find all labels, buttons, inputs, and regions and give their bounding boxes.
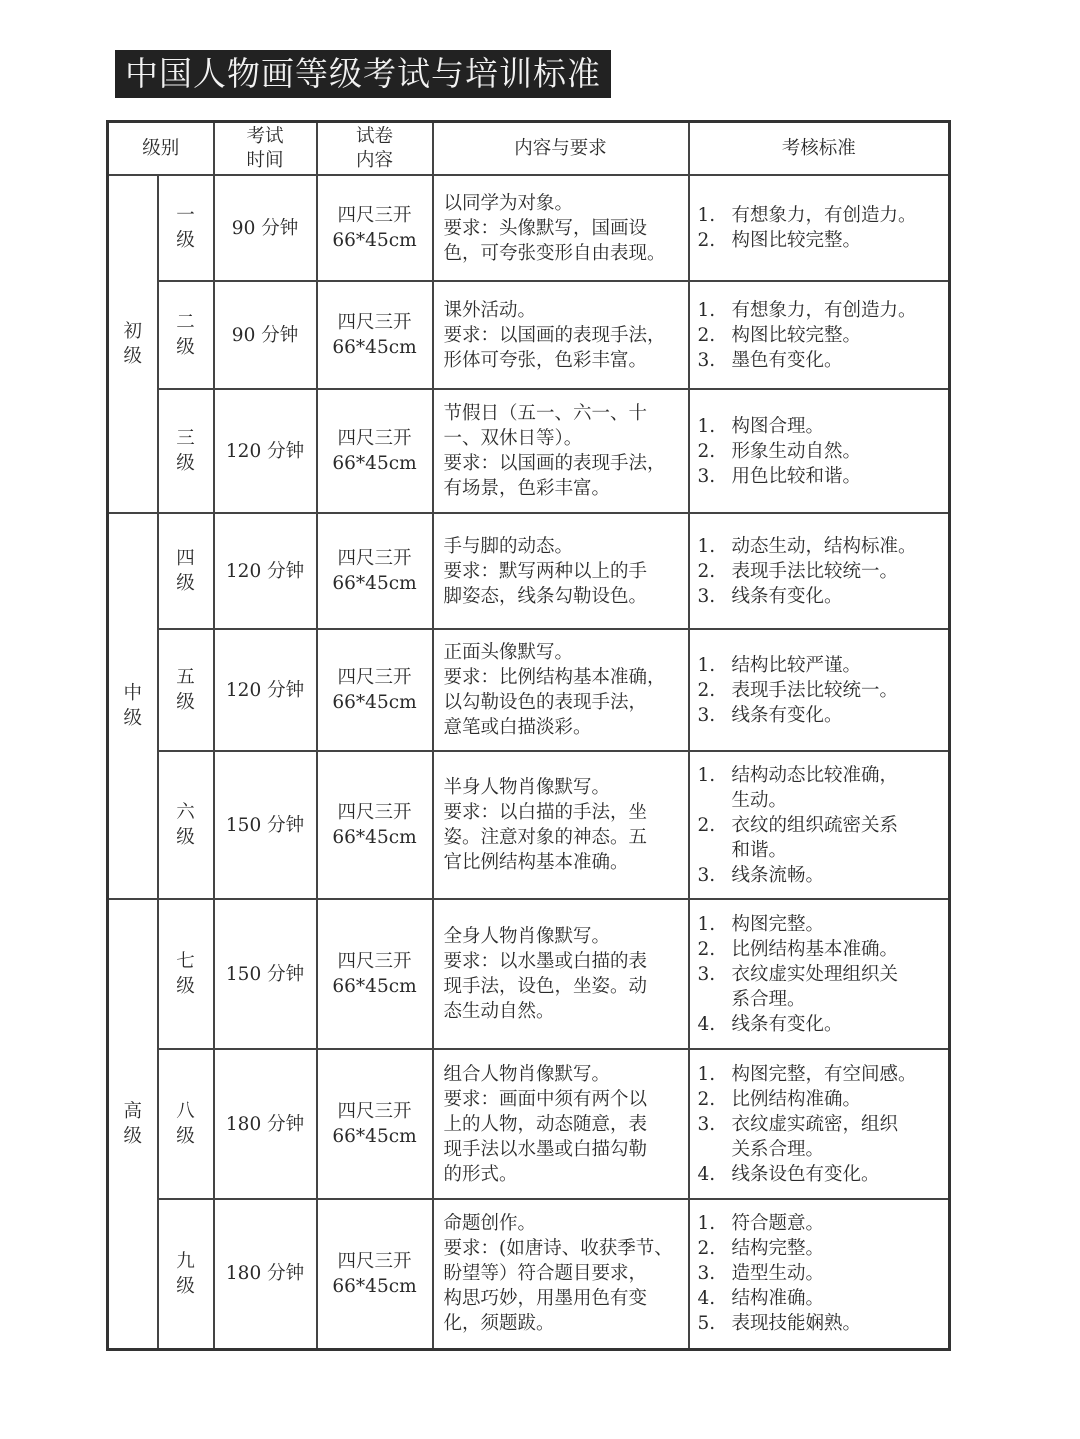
criteria-number: 3. bbox=[697, 1263, 716, 1285]
content-line: 要求：比例结构基本准确， bbox=[443, 667, 666, 688]
level-char: 级 bbox=[176, 692, 195, 713]
criteria-text-line: 符合题意。 bbox=[731, 1213, 825, 1235]
criteria-number: 3. bbox=[697, 864, 716, 886]
level-cell bbox=[158, 513, 214, 629]
criteria-number: 1. bbox=[697, 764, 716, 786]
level-cell bbox=[158, 899, 214, 1049]
paper-size-cell bbox=[317, 899, 433, 1049]
criteria-text-line: 系合理。 bbox=[731, 988, 806, 1010]
content-line: 要求：默写两种以上的手 bbox=[443, 560, 648, 582]
criteria-number: 1. bbox=[697, 1063, 716, 1085]
tier-label-char: 级 bbox=[123, 708, 142, 729]
criteria-text-line: 造型生动。 bbox=[731, 1263, 825, 1285]
tier-label-char: 中 bbox=[123, 683, 142, 704]
paper-size-cell bbox=[317, 513, 433, 629]
criteria-item bbox=[698, 703, 943, 728]
criteria-item bbox=[698, 763, 943, 813]
level-cell bbox=[158, 175, 214, 281]
criteria-text-line: 线条有变化。 bbox=[731, 704, 843, 726]
content-requirements-cell bbox=[433, 513, 689, 629]
level-char: 级 bbox=[176, 573, 195, 594]
criteria-text-line: 比例结构准确。 bbox=[731, 1088, 862, 1110]
level-char: 级 bbox=[176, 827, 195, 848]
criteria-item bbox=[698, 323, 943, 348]
table-row bbox=[108, 1049, 950, 1199]
paper-size-cell bbox=[317, 389, 433, 513]
exam-time-cell: 120 分钟 bbox=[214, 629, 317, 751]
exam-time-cell: 90 分钟 bbox=[214, 281, 317, 389]
paper-size-line: 66*45cm bbox=[332, 1275, 417, 1297]
criteria-text-line: 线条流畅。 bbox=[731, 864, 825, 886]
criteria-number: 3. bbox=[697, 1113, 716, 1135]
table-row bbox=[108, 751, 950, 899]
criteria-item bbox=[698, 203, 943, 228]
assessment-criteria-cell bbox=[689, 629, 950, 751]
level-cell bbox=[158, 281, 214, 389]
criteria-item bbox=[698, 584, 943, 609]
criteria-text-line: 生动。 bbox=[731, 789, 788, 811]
content-requirements-cell bbox=[433, 1049, 689, 1199]
assessment-criteria-cell bbox=[689, 281, 950, 389]
paper-size-line: 四尺三开 bbox=[337, 428, 412, 449]
criteria-number: 1. bbox=[697, 299, 716, 321]
header-paper-line: 试卷 bbox=[356, 125, 394, 147]
paper-size-cell bbox=[317, 629, 433, 751]
criteria-number: 4. bbox=[697, 1013, 716, 1035]
level-char: 一 bbox=[176, 205, 195, 226]
paper-size-line: 四尺三开 bbox=[337, 312, 412, 333]
criteria-item bbox=[698, 414, 943, 439]
content-line: 手与脚的动态。 bbox=[443, 535, 574, 557]
criteria-item bbox=[698, 653, 943, 678]
criteria-number: 1. bbox=[697, 415, 716, 437]
grade-standards-table bbox=[106, 120, 951, 1351]
content-line: 节假日（五一、六一、十 bbox=[443, 403, 648, 424]
assessment-criteria-cell bbox=[689, 175, 950, 281]
criteria-text bbox=[732, 962, 943, 1012]
content-line: 要求：画面中须有两个以 bbox=[443, 1088, 648, 1110]
content-requirements-cell bbox=[433, 899, 689, 1049]
exam-time-cell: 120 分钟 bbox=[214, 389, 317, 513]
paper-size-line: 四尺三开 bbox=[337, 1101, 412, 1122]
assessment-criteria-cell bbox=[689, 389, 950, 513]
table-row bbox=[108, 389, 950, 513]
criteria-text bbox=[732, 1311, 943, 1336]
level-cell bbox=[158, 629, 214, 751]
content-line: 正面头像默写。 bbox=[443, 642, 574, 663]
criteria-text-line: 构图比较完整。 bbox=[731, 230, 862, 251]
exam-time-cell: 180 分钟 bbox=[214, 1049, 317, 1199]
criteria-text-line: 墨色有变化。 bbox=[731, 349, 843, 371]
criteria-text-line: 表现手法比较统一。 bbox=[731, 679, 899, 701]
criteria-text bbox=[732, 534, 943, 559]
paper-size-line: 66*45cm bbox=[332, 692, 417, 713]
criteria-item bbox=[698, 1236, 943, 1261]
criteria-text-line: 衣纹虚实疏密，组织 bbox=[731, 1113, 899, 1135]
criteria-text-line: 结构动态比较准确， bbox=[731, 764, 899, 786]
criteria-text bbox=[732, 763, 943, 813]
criteria-text-line: 线条有变化。 bbox=[731, 1013, 843, 1035]
content-line: 盼望等）符合题目要求， bbox=[443, 1263, 648, 1285]
criteria-item bbox=[698, 439, 943, 464]
header-time-line: 考试 bbox=[246, 125, 284, 147]
paper-size-line: 四尺三开 bbox=[337, 548, 412, 569]
criteria-text bbox=[732, 703, 943, 728]
paper-size-line: 66*45cm bbox=[332, 573, 417, 594]
paper-size-line: 四尺三开 bbox=[337, 802, 412, 823]
criteria-text bbox=[732, 203, 943, 228]
content-line: 化，须题跋。 bbox=[443, 1313, 555, 1335]
criteria-number: 2. bbox=[697, 814, 716, 836]
criteria-number: 3. bbox=[697, 349, 716, 371]
criteria-text-line: 表现手法比较统一。 bbox=[731, 560, 899, 582]
assessment-criteria-cell bbox=[689, 1049, 950, 1199]
content-requirements-cell bbox=[433, 281, 689, 389]
criteria-text-line: 衣纹的组织疏密关系 bbox=[731, 814, 899, 836]
criteria-number: 1. bbox=[697, 1213, 716, 1235]
level-char: 三 bbox=[176, 428, 195, 449]
table-row bbox=[108, 281, 950, 389]
content-line: 构思巧妙，用墨用色有变 bbox=[443, 1288, 648, 1310]
criteria-text bbox=[732, 1236, 943, 1261]
criteria-text bbox=[732, 863, 943, 888]
content-line: 姿。注意对象的神态。五 bbox=[443, 827, 648, 848]
criteria-text-line: 构图合理。 bbox=[731, 415, 825, 437]
criteria-text-line: 线条有变化。 bbox=[731, 585, 843, 607]
criteria-item bbox=[698, 228, 943, 253]
content-line: 命题创作。 bbox=[443, 1213, 537, 1235]
criteria-text-line: 结构比较严谨。 bbox=[731, 654, 862, 676]
paper-size-line: 四尺三开 bbox=[337, 1250, 412, 1272]
criteria-text-line: 表现技能娴熟。 bbox=[731, 1313, 862, 1335]
criteria-number: 1. bbox=[697, 654, 716, 676]
criteria-text bbox=[732, 323, 943, 348]
exam-time-cell: 150 分钟 bbox=[214, 751, 317, 899]
tier-label-char: 高 bbox=[123, 1100, 142, 1122]
content-line: 以同学为对象。 bbox=[443, 192, 574, 214]
criteria-item bbox=[698, 559, 943, 584]
criteria-text-line: 有想象力，有创造力。 bbox=[731, 205, 917, 226]
criteria-text bbox=[732, 937, 943, 962]
content-line: 要求：(如唐诗、收获季节、 bbox=[443, 1238, 673, 1260]
criteria-text-line: 构图比较完整。 bbox=[731, 324, 862, 346]
header-level: 级别 bbox=[108, 122, 214, 176]
criteria-number: 3. bbox=[697, 465, 716, 487]
criteria-text-line: 和谐。 bbox=[731, 839, 788, 861]
level-char: 四 bbox=[176, 548, 195, 569]
criteria-item bbox=[698, 298, 943, 323]
criteria-text-line: 有想象力，有创造力。 bbox=[731, 299, 917, 321]
criteria-text bbox=[732, 912, 943, 937]
header-row bbox=[108, 122, 950, 176]
level-char: 八 bbox=[176, 1101, 195, 1122]
criteria-item bbox=[698, 1087, 943, 1112]
exam-time-cell: 150 分钟 bbox=[214, 899, 317, 1049]
level-char: 二 bbox=[176, 312, 195, 333]
criteria-text-line: 构图完整，有空间感。 bbox=[731, 1063, 917, 1085]
criteria-text-line: 形象生动自然。 bbox=[731, 440, 862, 462]
paper-size-cell bbox=[317, 1049, 433, 1199]
criteria-number: 4. bbox=[697, 1288, 716, 1310]
content-line: 要求：以国画的表现手法， bbox=[443, 453, 666, 474]
criteria-text-line: 关系合理。 bbox=[731, 1138, 825, 1160]
criteria-item bbox=[698, 348, 943, 373]
content-line: 要求：以国画的表现手法， bbox=[443, 324, 666, 346]
criteria-text bbox=[732, 1211, 943, 1236]
table-body bbox=[108, 175, 950, 1349]
criteria-text bbox=[732, 1261, 943, 1286]
criteria-text bbox=[732, 228, 943, 253]
header-time-line: 时间 bbox=[246, 149, 284, 171]
content-requirements-cell bbox=[433, 389, 689, 513]
criteria-text-line: 结构准确。 bbox=[731, 1288, 825, 1310]
criteria-text bbox=[732, 584, 943, 609]
table-row bbox=[108, 899, 950, 1049]
criteria-text-line: 用色比较和谐。 bbox=[731, 465, 862, 487]
criteria-number: 1. bbox=[697, 535, 716, 557]
criteria-item bbox=[698, 912, 943, 937]
content-requirements-cell bbox=[433, 175, 689, 281]
header-criteria: 考核标准 bbox=[689, 122, 950, 176]
content-line: 组合人物肖像默写。 bbox=[443, 1063, 611, 1085]
paper-size-line: 四尺三开 bbox=[337, 951, 412, 972]
criteria-number: 5. bbox=[697, 1313, 716, 1335]
level-char: 级 bbox=[176, 1275, 195, 1297]
content-line: 意笔或白描淡彩。 bbox=[443, 717, 592, 738]
criteria-text bbox=[732, 414, 943, 439]
criteria-item bbox=[698, 1311, 943, 1336]
page-title: 中国人物画等级考试与培训标准 bbox=[115, 50, 611, 98]
criteria-number: 2. bbox=[697, 938, 716, 960]
header-paper bbox=[317, 122, 433, 176]
content-line: 课外活动。 bbox=[443, 299, 537, 321]
tier-label bbox=[108, 899, 158, 1349]
level-char: 级 bbox=[176, 453, 195, 474]
criteria-item bbox=[698, 813, 943, 863]
level-char: 级 bbox=[176, 230, 195, 251]
criteria-number: 3. bbox=[697, 963, 716, 985]
tier-label bbox=[108, 513, 158, 899]
criteria-item bbox=[698, 863, 943, 888]
content-line: 以勾勒设色的表现手法， bbox=[443, 692, 648, 713]
criteria-text bbox=[732, 1112, 943, 1162]
content-line: 一、双休日等）。 bbox=[443, 428, 583, 449]
content-line: 现手法，设色，坐姿。动 bbox=[443, 976, 648, 997]
content-line: 态生动自然。 bbox=[443, 1001, 555, 1022]
criteria-item bbox=[698, 1286, 943, 1311]
content-line: 有场景，色彩丰富。 bbox=[443, 478, 611, 499]
tier-label-char: 级 bbox=[123, 1125, 142, 1147]
content-line: 色，可夸张变形自由表现。 bbox=[443, 242, 666, 264]
level-char: 级 bbox=[176, 1126, 195, 1147]
criteria-text bbox=[732, 464, 943, 489]
criteria-number: 4. bbox=[697, 1163, 716, 1185]
criteria-number: 2. bbox=[697, 1238, 716, 1260]
paper-size-line: 66*45cm bbox=[332, 976, 417, 997]
level-cell bbox=[158, 751, 214, 899]
level-char: 级 bbox=[176, 976, 195, 997]
criteria-text-line: 衣纹虚实处理组织关 bbox=[731, 963, 899, 985]
criteria-number: 2. bbox=[697, 324, 716, 346]
exam-time-cell: 120 分钟 bbox=[214, 513, 317, 629]
level-char: 级 bbox=[176, 337, 195, 358]
table-row bbox=[108, 1199, 950, 1349]
tier-label-char: 级 bbox=[123, 346, 142, 367]
criteria-text-line: 构图完整。 bbox=[731, 913, 825, 935]
table-row bbox=[108, 513, 950, 629]
criteria-text-line: 动态生动，结构标准。 bbox=[731, 535, 917, 557]
criteria-text bbox=[732, 678, 943, 703]
criteria-text bbox=[732, 559, 943, 584]
content-requirements-cell bbox=[433, 751, 689, 899]
tier-label bbox=[108, 175, 158, 513]
criteria-item bbox=[698, 1062, 943, 1087]
level-cell bbox=[158, 389, 214, 513]
criteria-number: 2. bbox=[697, 230, 716, 251]
criteria-text bbox=[732, 1162, 943, 1187]
level-char: 六 bbox=[176, 802, 195, 823]
criteria-item bbox=[698, 534, 943, 559]
criteria-text bbox=[732, 1087, 943, 1112]
paper-size-cell bbox=[317, 281, 433, 389]
content-line: 半身人物肖像默写。 bbox=[443, 777, 611, 798]
level-cell bbox=[158, 1049, 214, 1199]
criteria-item bbox=[698, 1162, 943, 1187]
paper-size-line: 四尺三开 bbox=[337, 667, 412, 688]
criteria-item bbox=[698, 1012, 943, 1037]
criteria-number: 2. bbox=[697, 679, 716, 701]
paper-size-line: 66*45cm bbox=[332, 337, 417, 358]
criteria-number: 2. bbox=[697, 440, 716, 462]
paper-size-line: 四尺三开 bbox=[337, 205, 412, 226]
criteria-text bbox=[732, 813, 943, 863]
criteria-number: 3. bbox=[697, 704, 716, 726]
criteria-text bbox=[732, 348, 943, 373]
exam-time-cell: 180 分钟 bbox=[214, 1199, 317, 1349]
exam-time-cell: 90 分钟 bbox=[214, 175, 317, 281]
level-char: 九 bbox=[176, 1250, 195, 1272]
criteria-item bbox=[698, 962, 943, 1012]
criteria-item bbox=[698, 464, 943, 489]
paper-size-cell bbox=[317, 751, 433, 899]
assessment-criteria-cell bbox=[689, 1199, 950, 1349]
table-row bbox=[108, 175, 950, 281]
criteria-text bbox=[732, 1286, 943, 1311]
content-line: 上的人物，动态随意，表 bbox=[443, 1113, 648, 1135]
level-char: 五 bbox=[176, 667, 195, 688]
criteria-text-line: 线条设色有变化。 bbox=[731, 1163, 880, 1185]
tier-label-char: 初 bbox=[123, 321, 142, 342]
criteria-text bbox=[732, 1012, 943, 1037]
content-line: 全身人物肖像默写。 bbox=[443, 926, 611, 947]
content-line: 的形式。 bbox=[443, 1163, 518, 1185]
criteria-text bbox=[732, 1062, 943, 1087]
criteria-number: 1. bbox=[697, 913, 716, 935]
paper-size-cell bbox=[317, 1199, 433, 1349]
assessment-criteria-cell bbox=[689, 513, 950, 629]
criteria-text-line: 比例结构基本准确。 bbox=[731, 938, 899, 960]
criteria-text-line: 结构完整。 bbox=[731, 1238, 825, 1260]
table-row bbox=[108, 629, 950, 751]
header-paper-line: 内容 bbox=[356, 149, 394, 171]
criteria-item bbox=[698, 1261, 943, 1286]
criteria-number: 2. bbox=[697, 560, 716, 582]
content-line: 要求：以白描的手法，坐 bbox=[443, 802, 648, 823]
paper-size-cell bbox=[317, 175, 433, 281]
assessment-criteria-cell bbox=[689, 899, 950, 1049]
criteria-item bbox=[698, 1211, 943, 1236]
content-requirements-cell bbox=[433, 1199, 689, 1349]
criteria-number: 3. bbox=[697, 585, 716, 607]
content-requirements-cell bbox=[433, 629, 689, 751]
content-line: 要求：头像默写，国画设 bbox=[443, 217, 648, 239]
content-line: 要求：以水墨或白描的表 bbox=[443, 951, 648, 972]
paper-size-line: 66*45cm bbox=[332, 1126, 417, 1147]
criteria-item bbox=[698, 678, 943, 703]
content-line: 官比例结构基本准确。 bbox=[443, 852, 629, 873]
criteria-text bbox=[732, 653, 943, 678]
header-content: 内容与要求 bbox=[433, 122, 689, 176]
criteria-item bbox=[698, 1112, 943, 1162]
criteria-text bbox=[732, 298, 943, 323]
content-line: 脚姿态，线条勾勒设色。 bbox=[443, 585, 648, 607]
criteria-item bbox=[698, 937, 943, 962]
content-line: 现手法以水墨或白描勾勒 bbox=[443, 1138, 648, 1160]
header-time bbox=[214, 122, 317, 176]
criteria-number: 1. bbox=[697, 205, 716, 226]
paper-size-line: 66*45cm bbox=[332, 230, 417, 251]
paper-size-line: 66*45cm bbox=[332, 827, 417, 848]
level-char: 七 bbox=[176, 951, 195, 972]
level-cell bbox=[158, 1199, 214, 1349]
criteria-text bbox=[732, 439, 943, 464]
criteria-number: 2. bbox=[697, 1088, 716, 1110]
content-line: 形体可夸张，色彩丰富。 bbox=[443, 349, 648, 371]
paper-size-line: 66*45cm bbox=[332, 453, 417, 474]
assessment-criteria-cell bbox=[689, 751, 950, 899]
